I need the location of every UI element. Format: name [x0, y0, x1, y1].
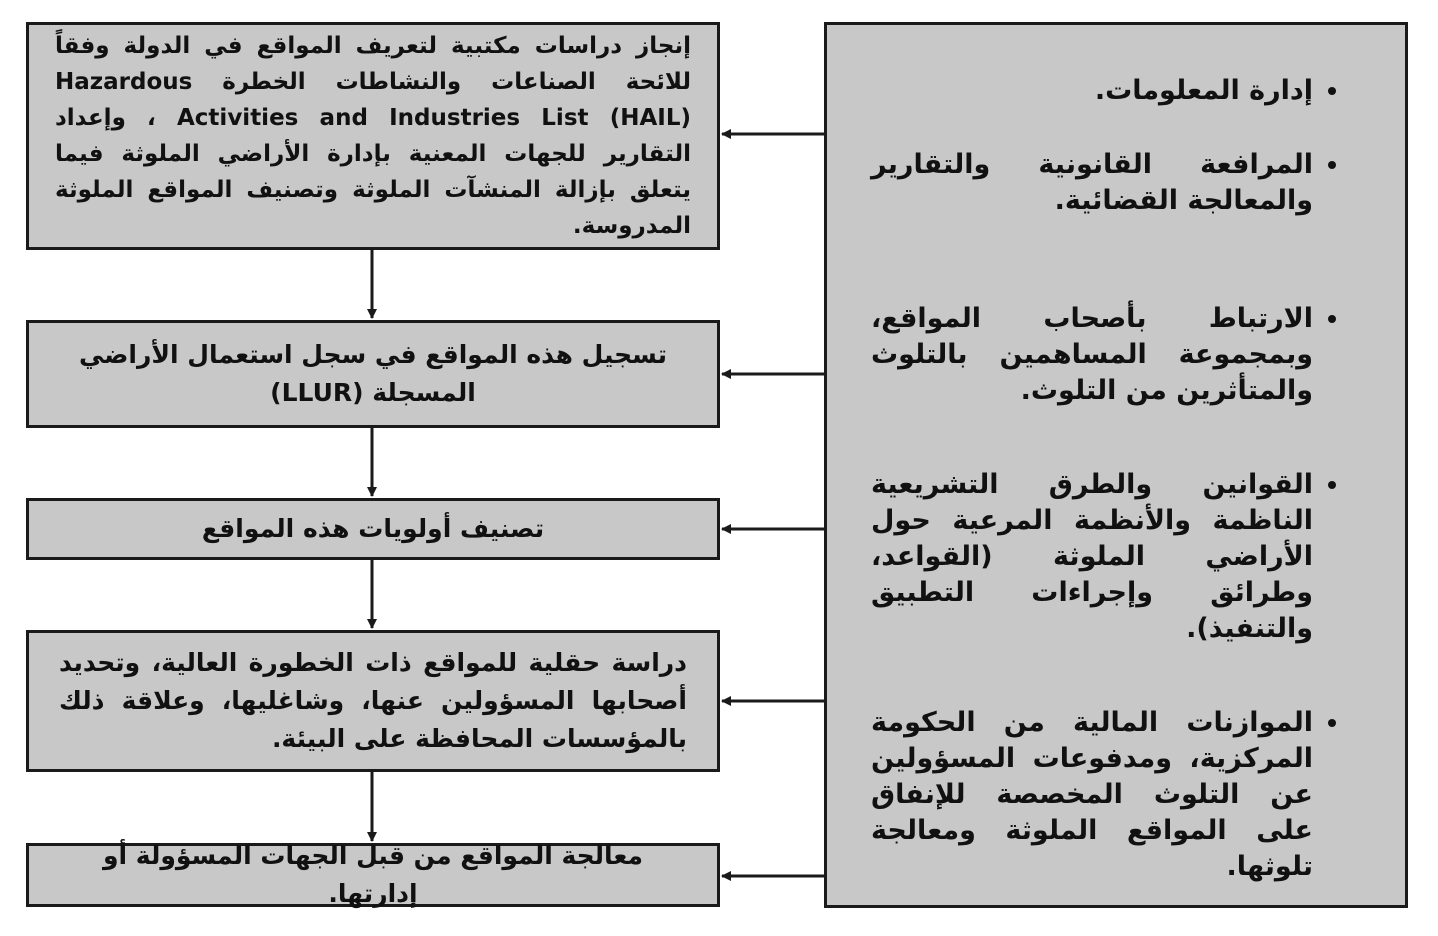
step-field-study-text: دراسة حقلية للمواقع ذات الخطورة العالية، وتحديد أصحابها المسؤولين عنها، وشاغليها، وعلاقة ذلك بالمؤسسات المحافظة على البيئة. — [59, 648, 687, 753]
support-item-legislation: • القوانين والطرق التشريعية الناظمة والأنظمة المرعية حول الأراضي الملوثة (القواعد، وطرائق وإجراءات التطبيق والتنفيذ). — [871, 467, 1313, 647]
step-prioritize-text: تصنيف أولويات هذه المواقع — [201, 514, 545, 543]
step-site-study-text: إنجاز دراسات مكتبية لتعريف المواقع في الدولة وفقاً للائحة الصناعات والنشاطات الخطرة Hazardous Activities and Industries List (HAIL) ، وإعداد التقارير للجهات المعنية بإدارة الأراضي الملوثة فيما يتعلق بإزالة المنشآت الملوثة وتصنيف المواقع الملوثة المدروسة. — [55, 33, 691, 239]
support-item-legal-advocacy: • المرافعة القانونية والتقارير والمعالجة القضائية. — [871, 147, 1313, 219]
support-item-stakeholder-liaison: • الارتباط بأصحاب المواقع، وبمجموعة المساهمين بالتلوث والمتأثرين من التلوث. — [871, 301, 1313, 409]
support-item-financial-budgets: • الموازنات المالية من الحكومة المركزية، ومدفوعات المسؤولين عن التلوث المخصصة للإنفاق على المواقع الملوثة ومعالجة تلوثها. — [871, 705, 1313, 885]
support-item-information-management: • إدارة المعلومات. — [871, 73, 1313, 109]
step-remediation-text: معالجة المواقع من قبل الجهات المسؤولة أو إدارتها. — [102, 841, 644, 908]
step-register-text: تسجيل هذه المواقع في سجل استعمال الأراضي المسجلة (LLUR) — [78, 340, 667, 407]
